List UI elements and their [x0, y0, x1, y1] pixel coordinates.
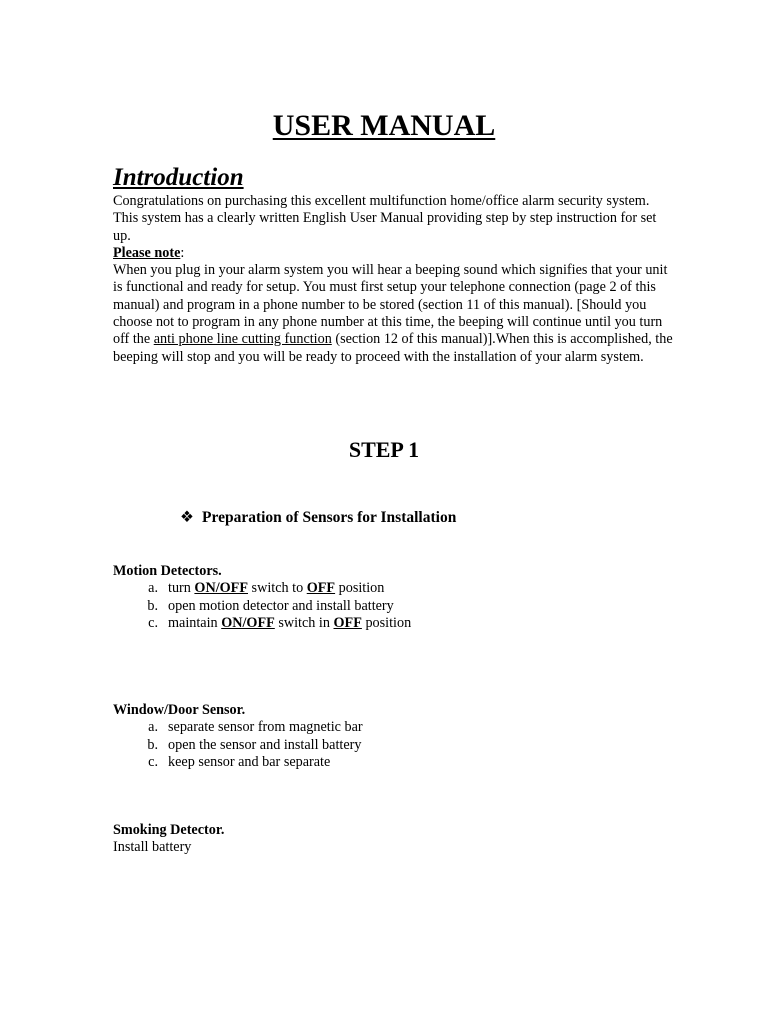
- list-text: keep sensor and bar separate: [168, 753, 331, 770]
- list-text: [158, 615, 411, 632]
- smoking-detector-title: Smoking Detector.: [113, 822, 225, 838]
- sensor-prep-heading-text: Preparation of Sensors for Installation: [202, 509, 457, 526]
- intro-heading: Introduction: [113, 164, 244, 191]
- list-letter: a.: [148, 719, 158, 736]
- list-item: [113, 615, 673, 632]
- list-text: [158, 580, 384, 597]
- list-text-part: position: [335, 580, 385, 597]
- window-door-section: [113, 702, 673, 771]
- step-title: STEP 1: [348, 437, 420, 462]
- on-off-label: ON/OFF: [194, 580, 248, 597]
- please-note-colon: :: [180, 244, 185, 261]
- note-paragraph-part2: (section 12 of this manual)].When this is accomplished, the beeping will stop and you will be ready to proceed with the installation of your alarm system.: [113, 331, 673, 365]
- list-text: open motion detector and install battery: [168, 597, 394, 614]
- list-text-part: position: [361, 614, 412, 631]
- list-text-part: switch to: [248, 580, 307, 597]
- please-note-label: Please note: [113, 244, 181, 261]
- motion-detectors-title: Motion Detectors.: [113, 563, 222, 579]
- smoking-detector-section: [113, 822, 673, 857]
- list-text: separate sensor from magnetic bar: [168, 719, 363, 736]
- list-text-part: maintain: [168, 614, 222, 631]
- motion-steps-list: [113, 580, 673, 632]
- list-letter: c.: [148, 753, 158, 770]
- intro-paragraph: Congratulations on purchasing this excellent multifunction home/office alarm security system. This system has a clearly written English User Manual providing step by step instruction for set up.: [113, 193, 657, 244]
- on-off-label: ON/OFF: [221, 614, 275, 631]
- anti-phone-line-cutting-link: anti phone line cutting function: [153, 331, 332, 348]
- list-text-part: turn: [168, 580, 195, 597]
- list-item: [113, 598, 673, 615]
- diamond-bullet-icon: ❖: [180, 509, 194, 526]
- smoking-detector-text: Install battery: [113, 839, 192, 856]
- list-item: [113, 754, 673, 771]
- intro-body: [113, 193, 673, 366]
- list-item: [113, 719, 673, 736]
- page-title: [0, 106, 768, 146]
- page-title-text: USER MANUAL: [272, 109, 496, 142]
- off-label: OFF: [333, 614, 362, 631]
- list-letter: b.: [147, 736, 158, 753]
- list-text: open the sensor and install battery: [168, 736, 362, 753]
- sensor-prep-heading: [180, 508, 456, 528]
- list-item: [113, 580, 673, 597]
- window-steps-list: [113, 719, 673, 771]
- list-item: [113, 737, 673, 754]
- list-text-part: switch in: [274, 614, 334, 631]
- note-paragraph-part1: When you plug in your alarm system you will hear a beeping sound which signifies that your unit is functional and ready for setup. You must first setup your telephone connection (page 2 of this manual) and program in a phone number to be stored (section 11 of this manual). [Should you choose not to program in any phone number at this time, the beeping will continue until you turn off the: [113, 262, 668, 348]
- off-label: OFF: [306, 580, 336, 597]
- window-door-title: Window/Door Sensor.: [113, 702, 246, 718]
- motion-detectors-section: [113, 563, 673, 632]
- list-letter: c.: [148, 614, 158, 631]
- list-letter: a.: [148, 580, 158, 597]
- list-letter: b.: [147, 597, 158, 614]
